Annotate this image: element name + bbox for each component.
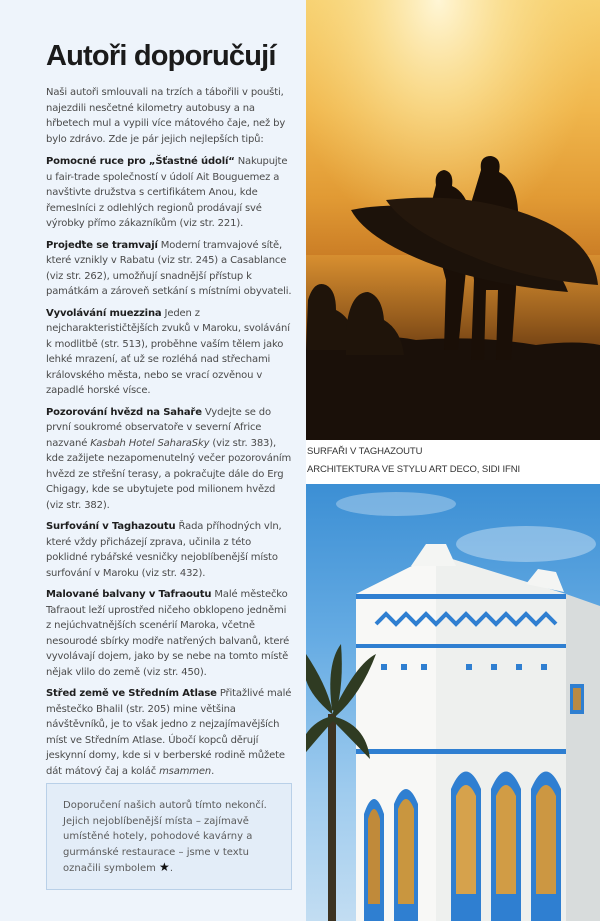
art-deco-building-photo [306,484,600,921]
tip-paragraph [46,154,293,232]
tip-heading: Surfování v Taghazoutu [46,521,176,532]
tip-heading: Projeďte se tramvají [46,239,158,251]
tip-paragraph [46,519,293,581]
note-end: . [169,863,173,874]
tip-paragraph [46,405,293,514]
tip-italic: Kasbah Hotel SaharaSky [90,437,210,449]
tip-paragraph [46,686,293,779]
photo-caption-architecture: ARCHITEKTURA VE STYLU ART DECO, SIDI IFNI [307,464,521,475]
tip-text: Nakupujte u fair-trade společností v údolí Ait Bouguemez a navštivte družstva s certifikátem Anou, kde řemeslníci z odlehlých regionů prodávají své výrobky přímo zákazníkům (viz str. 221). [46,156,288,229]
tip-heading: Vyvolávání muezzina [46,307,162,319]
tip-italic: msammen [159,765,212,777]
surfers-silhouette-illustration [306,0,600,440]
tip-paragraph [46,306,293,399]
intro-paragraph: Naši autoři smlouvali na trzích a tábořili v poušti, najezdili nesčetné kilometry autobusy a na hřbetech mul a vypili více mátového čaje, než by bylo zdrávo. Zde je pár jejich nejlepších tipů: [46,87,286,145]
art-deco-building-illustration [306,484,600,921]
tip-text: Jeden z nejcharakterističtějších zvuků v Maroku, svolávání k modlitbě (str. 513), proběhne vaším tělem jako lehké mrazení, ať už se rozléhá nad střechami královského města, nebo se vrací ozvěnou v zapadlé horské vísce. [46,307,290,396]
tip-text: (viz str. 383), kde zažijete nezapomenutelný večer pozorováním hvězd ze střešní terasy, a pokračujte dále do Erg Chigagy, kde se ubytujete pod milionem hvězd (viz str. 382). [46,437,292,511]
tip-text: Řada příhodných vln, které vždy přicházejí zprava, učinila z této poklidné rybářské vesničky nejoblíbenější místo surfování v Maroku (viz str. 432). [46,521,282,579]
recommendation-note-box [46,783,292,890]
photo-caption-surfers: SURFAŘI V TAGHAZOUTU [307,446,423,457]
tip-paragraph [46,238,293,300]
tip-paragraph [46,587,293,680]
tip-text: Malé městečko Tafraout leží uprostřed ničeho obklopeno jedněmi z nejúchvatnějších scenérií Maroka, včetně nesourodé sbírky modře natřených balvanů, které vyvolávají dojem, jako by se nebe na tomto místě nějak vlilo do země (viz str. 450). [46,589,290,678]
star-icon: ★ [159,860,170,874]
tip-text: Vydejte se do první soukromé observatoře v severní Africe nazvané [46,406,271,449]
tip-heading: Střed země ve Středním Atlase [46,688,217,699]
tip-text: . [211,765,215,777]
tip-heading: Pozorování hvězd na Sahaře [46,406,202,418]
tip-heading: Malované balvany v Tafraoutu [46,589,212,600]
tip-heading: Pomocné ruce pro „Šťastné údolí“ [46,156,235,167]
tip-text: Moderní tramvajové sítě, které vznikly v Rabatu (viz str. 245) a Casablance (viz str. 262), umožňují snadnější přístup k památkám a zároveň setkání s místními obyvateli. [46,239,292,297]
note-text: Doporučení našich autorů tímto nekončí. Jejich nejoblíbenější místa – zajímavě umístěné hotely, pohodové kavárny a gurmánské restaurace – jsme v textu označili symbolem [63,800,267,874]
surfers-photo [306,0,600,440]
tip-text: Přitažlivé malé městečko Bhalil (str. 205) mine většina návštěvníků, je to však jedno z nejzajímavějších míst ve Středním Atlase. Úbočí kopců děrují jeskynní domy, kde si v berberské rodině můžete dát mátový čaj a koláč [46,688,292,777]
article-body [46,85,293,785]
page-title: Autoři doporučují [46,40,276,72]
